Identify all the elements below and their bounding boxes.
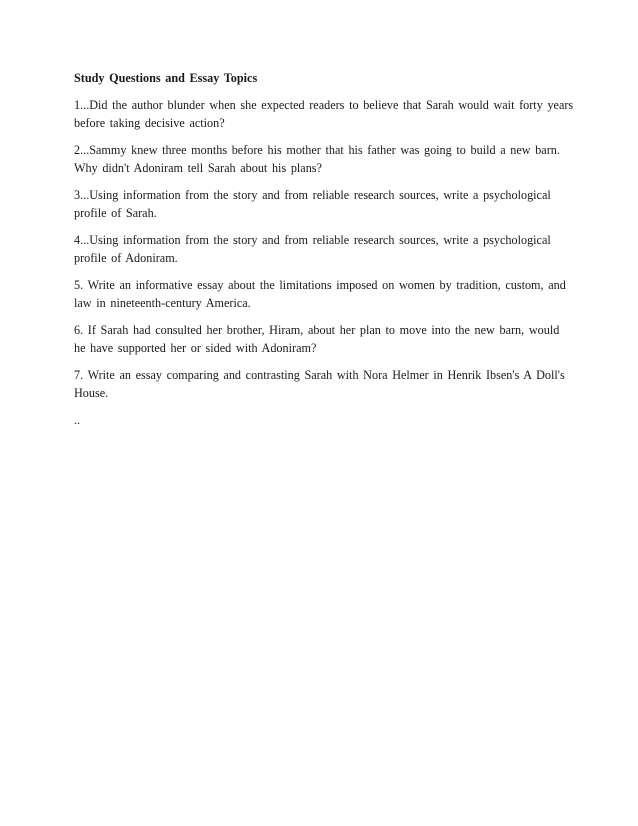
document-body <box>74 70 574 429</box>
question-line: before taking decisive action? <box>74 115 225 130</box>
trailing-text: .. <box>74 413 81 427</box>
question-1 <box>74 97 574 132</box>
question-line: 3...Using information from the story and from reliable research sources, write a psychological <box>74 188 551 202</box>
question-line: House. <box>74 385 109 400</box>
question-line: 7. Write an essay comparing and contrasting Sarah with Nora Helmer in Henrik Ibsen's A Doll's <box>74 368 565 382</box>
question-line: 5. Write an informative essay about the limitations imposed on women by tradition, custom, and <box>74 278 566 292</box>
question-line: 1...Did the author blunder when she expected readers to believe that Sarah would wait forty years <box>74 98 574 112</box>
question-line: 4...Using information from the story and from reliable research sources, write a psychological <box>74 233 551 247</box>
question-line: 6. If Sarah had consulted her brother, Hiram, about her plan to move into the new barn, would <box>74 323 560 337</box>
question-line: he have supported her or sided with Adoniram? <box>74 340 317 355</box>
question-line: law in nineteenth-century America. <box>74 295 251 310</box>
question-4 <box>74 232 574 267</box>
question-5 <box>74 277 574 312</box>
question-3 <box>74 187 574 222</box>
question-7 <box>74 367 574 402</box>
question-line: Why didn't Adoniram tell Sarah about his plans? <box>74 160 322 175</box>
section-heading: Study Questions and Essay Topics <box>74 71 258 85</box>
question-6 <box>74 322 574 357</box>
question-2 <box>74 142 574 177</box>
question-line: profile of Sarah. <box>74 205 157 220</box>
question-line: 2...Sammy knew three months before his mother that his father was going to build a new barn. <box>74 143 560 157</box>
question-line: profile of Adoniram. <box>74 250 178 265</box>
